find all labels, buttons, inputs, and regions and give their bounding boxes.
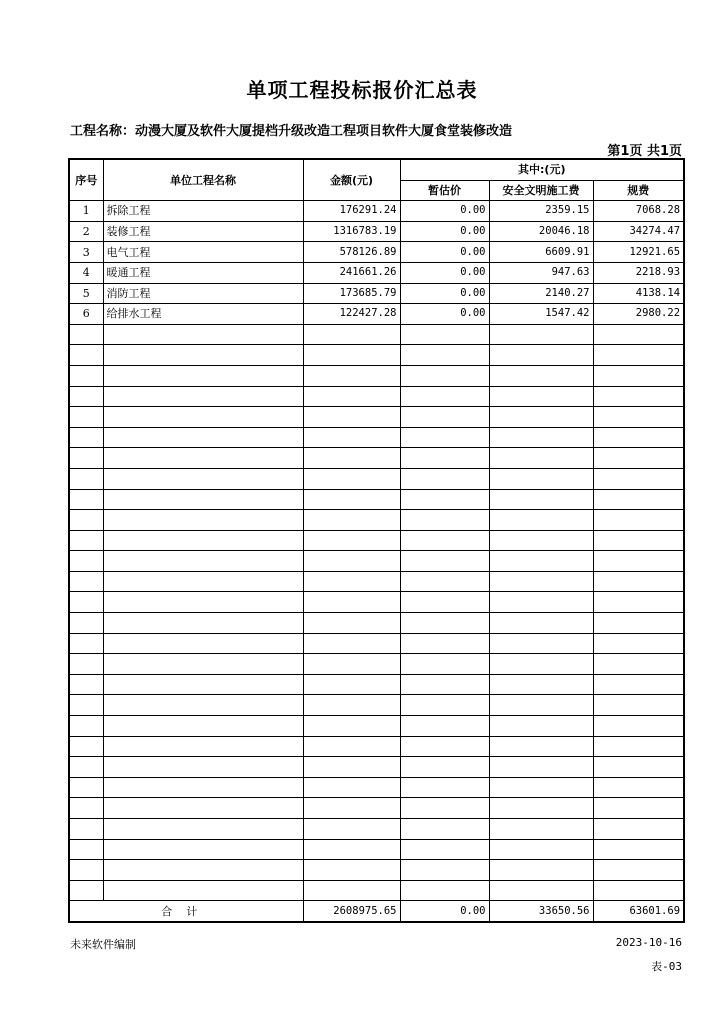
empty-cell (489, 613, 593, 634)
cell-amount: 241661.26 (303, 262, 400, 283)
empty-cell (69, 777, 103, 798)
cell-safety: 2359.15 (489, 201, 593, 222)
empty-cell (489, 345, 593, 366)
empty-cell (103, 880, 303, 901)
empty-cell (593, 613, 684, 634)
empty-cell (489, 777, 593, 798)
empty-row (69, 386, 684, 407)
empty-cell (400, 427, 489, 448)
empty-cell (400, 798, 489, 819)
header-of-which: 其中:(元) (400, 159, 684, 180)
empty-cell (303, 345, 400, 366)
empty-cell (303, 716, 400, 737)
empty-cell (489, 695, 593, 716)
empty-cell (489, 860, 593, 881)
empty-cell (303, 654, 400, 675)
empty-cell (303, 695, 400, 716)
empty-cell (303, 757, 400, 778)
empty-cell (489, 839, 593, 860)
empty-cell (593, 839, 684, 860)
empty-cell (303, 530, 400, 551)
empty-cell (489, 633, 593, 654)
empty-cell (103, 757, 303, 778)
empty-cell (400, 551, 489, 572)
empty-row (69, 468, 684, 489)
empty-cell (593, 510, 684, 531)
empty-cell (103, 530, 303, 551)
empty-cell (103, 345, 303, 366)
empty-cell (103, 407, 303, 428)
empty-cell (303, 407, 400, 428)
cell-seq: 1 (69, 201, 103, 222)
empty-cell (489, 571, 593, 592)
empty-cell (489, 489, 593, 510)
empty-cell (103, 736, 303, 757)
total-provisional: 0.00 (400, 901, 489, 922)
empty-cell (593, 654, 684, 675)
empty-cell (400, 695, 489, 716)
empty-cell (69, 674, 103, 695)
cell-name: 拆除工程 (103, 201, 303, 222)
empty-row (69, 736, 684, 757)
empty-cell (400, 757, 489, 778)
total-fees: 63601.69 (593, 901, 684, 922)
empty-cell (69, 736, 103, 757)
empty-cell (69, 819, 103, 840)
summary-table (68, 158, 685, 923)
empty-cell (69, 571, 103, 592)
empty-row (69, 571, 684, 592)
empty-row (69, 510, 684, 531)
cell-provisional: 0.00 (400, 221, 489, 242)
empty-cell (400, 860, 489, 881)
empty-cell (400, 530, 489, 551)
empty-cell (489, 365, 593, 386)
empty-cell (103, 777, 303, 798)
empty-row (69, 654, 684, 675)
empty-cell (489, 736, 593, 757)
empty-cell (400, 839, 489, 860)
empty-row (69, 777, 684, 798)
empty-cell (593, 880, 684, 901)
empty-cell (69, 798, 103, 819)
cell-provisional: 0.00 (400, 262, 489, 283)
cell-amount: 176291.24 (303, 201, 400, 222)
empty-cell (593, 489, 684, 510)
empty-cell (400, 489, 489, 510)
empty-cell (303, 592, 400, 613)
table-row (69, 242, 684, 263)
cell-seq: 4 (69, 262, 103, 283)
empty-cell (303, 427, 400, 448)
empty-cell (103, 365, 303, 386)
cell-safety: 2140.27 (489, 283, 593, 304)
empty-cell (103, 489, 303, 510)
empty-cell (593, 757, 684, 778)
empty-cell (103, 819, 303, 840)
empty-cell (69, 489, 103, 510)
empty-cell (303, 860, 400, 881)
empty-cell (593, 530, 684, 551)
empty-cell (400, 407, 489, 428)
empty-cell (103, 674, 303, 695)
empty-cell (69, 530, 103, 551)
empty-cell (593, 695, 684, 716)
empty-cell (593, 571, 684, 592)
empty-cell (69, 468, 103, 489)
empty-cell (489, 551, 593, 572)
empty-cell (303, 736, 400, 757)
empty-cell (303, 674, 400, 695)
empty-row (69, 757, 684, 778)
cell-safety: 1547.42 (489, 304, 593, 325)
footer-form-code: 表-03 (651, 960, 682, 973)
header-seq: 序号 (69, 159, 103, 201)
empty-cell (400, 633, 489, 654)
cell-provisional: 0.00 (400, 283, 489, 304)
empty-cell (400, 365, 489, 386)
empty-cell (103, 386, 303, 407)
empty-cell (593, 777, 684, 798)
total-amount: 2608975.65 (303, 901, 400, 922)
empty-cell (593, 819, 684, 840)
empty-cell (69, 345, 103, 366)
empty-cell (69, 386, 103, 407)
empty-cell (489, 427, 593, 448)
empty-cell (400, 819, 489, 840)
empty-cell (400, 880, 489, 901)
cell-provisional: 0.00 (400, 242, 489, 263)
empty-cell (400, 592, 489, 613)
empty-cell (593, 448, 684, 469)
empty-cell (303, 839, 400, 860)
empty-cell (69, 592, 103, 613)
empty-cell (489, 880, 593, 901)
empty-cell (103, 324, 303, 345)
empty-row (69, 613, 684, 634)
empty-cell (103, 654, 303, 675)
empty-cell (69, 860, 103, 881)
empty-row (69, 880, 684, 901)
empty-cell (593, 324, 684, 345)
empty-cell (593, 592, 684, 613)
empty-cell (303, 510, 400, 531)
empty-cell (69, 633, 103, 654)
footer-date: 2023-10-16 (615, 936, 682, 949)
empty-cell (593, 633, 684, 654)
empty-cell (593, 716, 684, 737)
empty-row (69, 530, 684, 551)
total-safety: 33650.56 (489, 901, 593, 922)
empty-cell (69, 407, 103, 428)
empty-cell (303, 571, 400, 592)
cell-safety: 6609.91 (489, 242, 593, 263)
empty-cell (69, 613, 103, 634)
empty-cell (593, 798, 684, 819)
empty-cell (593, 736, 684, 757)
cell-amount: 1316783.19 (303, 221, 400, 242)
cell-safety: 947.63 (489, 262, 593, 283)
empty-cell (69, 365, 103, 386)
empty-cell (103, 468, 303, 489)
cell-fees: 2980.22 (593, 304, 684, 325)
empty-row (69, 695, 684, 716)
cell-name: 电气工程 (103, 242, 303, 263)
empty-cell (489, 324, 593, 345)
empty-cell (69, 695, 103, 716)
empty-row (69, 324, 684, 345)
empty-row (69, 448, 684, 469)
empty-cell (489, 530, 593, 551)
table-row (69, 304, 684, 325)
empty-cell (103, 551, 303, 572)
total-row (69, 901, 684, 922)
empty-row (69, 551, 684, 572)
empty-cell (593, 407, 684, 428)
empty-cell (103, 592, 303, 613)
empty-cell (303, 613, 400, 634)
empty-cell (489, 757, 593, 778)
empty-row (69, 407, 684, 428)
empty-cell (69, 551, 103, 572)
empty-cell (103, 427, 303, 448)
cell-name: 给排水工程 (103, 304, 303, 325)
cell-amount: 173685.79 (303, 283, 400, 304)
empty-cell (69, 880, 103, 901)
empty-cell (69, 716, 103, 737)
total-label: 合计 (69, 901, 303, 922)
empty-row (69, 860, 684, 881)
empty-cell (400, 448, 489, 469)
cell-fees: 4138.14 (593, 283, 684, 304)
empty-cell (593, 860, 684, 881)
empty-cell (489, 798, 593, 819)
empty-cell (593, 365, 684, 386)
empty-cell (303, 468, 400, 489)
cell-seq: 5 (69, 283, 103, 304)
empty-row (69, 633, 684, 654)
table-row (69, 262, 684, 283)
empty-row (69, 592, 684, 613)
empty-cell (69, 757, 103, 778)
empty-cell (593, 468, 684, 489)
project-name: 工程名称：动漫大厦及软件大厦提档升级改造工程项目软件大厦食堂装修改造 (70, 124, 513, 139)
empty-row (69, 674, 684, 695)
cell-fees: 12921.65 (593, 242, 684, 263)
empty-cell (69, 324, 103, 345)
empty-cell (489, 510, 593, 531)
empty-cell (303, 798, 400, 819)
empty-cell (489, 819, 593, 840)
empty-cell (400, 468, 489, 489)
empty-cell (593, 551, 684, 572)
cell-fees: 7068.28 (593, 201, 684, 222)
empty-row (69, 716, 684, 737)
empty-cell (400, 613, 489, 634)
cell-safety: 20046.18 (489, 221, 593, 242)
empty-cell (303, 551, 400, 572)
empty-row (69, 798, 684, 819)
header-unit-name: 单位工程名称 (103, 159, 303, 201)
empty-cell (489, 716, 593, 737)
cell-amount: 122427.28 (303, 304, 400, 325)
page-title: 单项工程投标报价汇总表 (246, 78, 478, 102)
empty-cell (103, 860, 303, 881)
empty-cell (103, 695, 303, 716)
empty-cell (400, 510, 489, 531)
footer-software: 未来软件编制 (70, 938, 136, 951)
cell-provisional: 0.00 (400, 304, 489, 325)
empty-cell (69, 839, 103, 860)
cell-name: 暖通工程 (103, 262, 303, 283)
empty-cell (303, 777, 400, 798)
empty-cell (103, 613, 303, 634)
cell-seq: 6 (69, 304, 103, 325)
table-row (69, 201, 684, 222)
table-row (69, 221, 684, 242)
empty-cell (593, 674, 684, 695)
empty-cell (400, 716, 489, 737)
empty-cell (103, 633, 303, 654)
empty-cell (103, 716, 303, 737)
empty-cell (103, 510, 303, 531)
header-provisional: 暂估价 (400, 180, 489, 201)
cell-fees: 34274.47 (593, 221, 684, 242)
empty-cell (489, 592, 593, 613)
empty-cell (69, 510, 103, 531)
empty-cell (593, 386, 684, 407)
empty-cell (489, 468, 593, 489)
cell-seq: 2 (69, 221, 103, 242)
table-body (69, 201, 684, 901)
empty-cell (69, 654, 103, 675)
empty-cell (69, 448, 103, 469)
header-fees: 规费 (593, 180, 684, 201)
empty-row (69, 819, 684, 840)
empty-cell (69, 427, 103, 448)
empty-cell (593, 345, 684, 366)
empty-cell (593, 427, 684, 448)
empty-cell (400, 654, 489, 675)
empty-cell (103, 448, 303, 469)
empty-cell (103, 571, 303, 592)
empty-cell (400, 777, 489, 798)
empty-cell (400, 736, 489, 757)
empty-cell (103, 798, 303, 819)
empty-cell (303, 633, 400, 654)
empty-cell (489, 386, 593, 407)
empty-row (69, 839, 684, 860)
empty-cell (303, 365, 400, 386)
empty-cell (400, 324, 489, 345)
empty-row (69, 427, 684, 448)
empty-cell (400, 571, 489, 592)
empty-row (69, 365, 684, 386)
empty-row (69, 489, 684, 510)
empty-cell (400, 345, 489, 366)
cell-provisional: 0.00 (400, 201, 489, 222)
cell-fees: 2218.93 (593, 262, 684, 283)
empty-cell (303, 448, 400, 469)
empty-cell (303, 324, 400, 345)
empty-cell (400, 386, 489, 407)
header-safety: 安全文明施工费 (489, 180, 593, 201)
empty-row (69, 345, 684, 366)
empty-cell (400, 674, 489, 695)
page-info: 第1页 共1页 (607, 144, 682, 159)
cell-name: 消防工程 (103, 283, 303, 304)
empty-cell (303, 819, 400, 840)
empty-cell (489, 407, 593, 428)
cell-seq: 3 (69, 242, 103, 263)
empty-cell (489, 448, 593, 469)
empty-cell (303, 489, 400, 510)
empty-cell (489, 674, 593, 695)
empty-cell (103, 839, 303, 860)
empty-cell (303, 880, 400, 901)
empty-cell (303, 386, 400, 407)
table-row (69, 283, 684, 304)
cell-name: 装修工程 (103, 221, 303, 242)
empty-cell (489, 654, 593, 675)
cell-amount: 578126.89 (303, 242, 400, 263)
header-amount: 金额(元) (303, 159, 400, 201)
